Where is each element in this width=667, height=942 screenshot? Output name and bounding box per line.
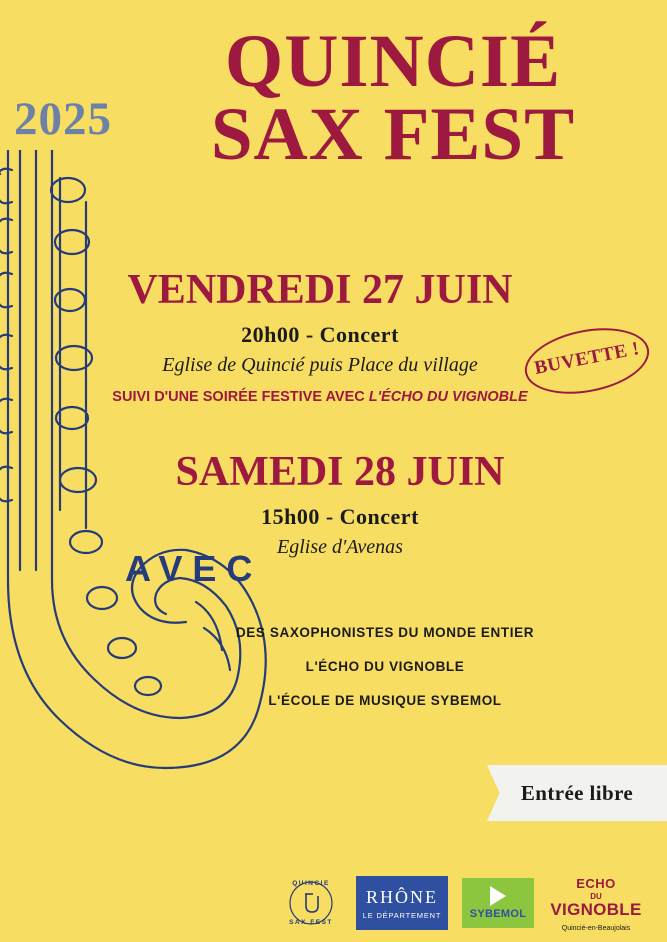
quincie-logo-top-text: QUINCIE [292, 880, 330, 887]
play-triangle-icon [490, 886, 506, 906]
title-line-2: SAX FEST [210, 92, 576, 176]
echo-du-vignoble-logo [548, 874, 644, 932]
echo-logo-mid-text: DU [590, 892, 602, 901]
quincie-sax-fest-logo [280, 874, 342, 932]
title-line-1: QUINCIÉ [224, 20, 562, 103]
entry-banner-label: Entrée libre [520, 781, 634, 805]
day-one-note-emphasis: L'ÉCHO DU VIGNOBLE [368, 389, 528, 406]
event-day-two [20, 450, 660, 559]
sybemol-logo-text: SYBEMOL [469, 908, 527, 920]
list-item: DES SAXOPHONISTES DU MONDE ENTIER [235, 625, 535, 640]
sybemol-logo [462, 878, 534, 928]
rhone-departement-logo [356, 876, 448, 930]
echo-logo-top-text: ECHO [576, 876, 616, 891]
echo-logo-sub-text: Quincié-en-Beaujolais [561, 925, 631, 932]
page-title [128, 20, 658, 176]
status-badge-buvette [524, 330, 650, 392]
list-item: L'ÉCHO DU VIGNOBLE [305, 659, 465, 674]
day-two-time: 15h00 - Concert [261, 504, 419, 530]
year-label: 2025 [14, 93, 112, 145]
quincie-logo-bottom-text: SAX FEST [289, 919, 333, 926]
lineup-heading: AVEC [125, 548, 263, 589]
rhone-logo-sub-text: LE DÉPARTEMENT [362, 910, 442, 920]
day-one-venue: Eglise de Quincié puis Place du village [162, 354, 478, 377]
list-item: L'ÉCOLE DE MUSIQUE SYBEMOL [268, 693, 502, 708]
day-two-title: SAMEDI 28 JUIN [175, 449, 505, 495]
sponsor-logos [280, 872, 660, 934]
lineup-list [150, 625, 620, 727]
day-one-note-prefix: SUIVI D'UNE SOIRÉE FESTIVE AVEC [112, 389, 369, 406]
buvette-label: BUVETTE ! [532, 338, 642, 379]
rhone-logo-main-text: RHÔNE [366, 886, 438, 907]
echo-logo-big-text: VIGNOBLE [550, 900, 642, 919]
day-one-time: 20h00 - Concert [241, 322, 399, 348]
entry-banner [487, 765, 667, 821]
day-one-title: VENDREDI 27 JUIN [127, 267, 513, 313]
day-two-venue: Eglise d'Avenas [277, 536, 403, 559]
